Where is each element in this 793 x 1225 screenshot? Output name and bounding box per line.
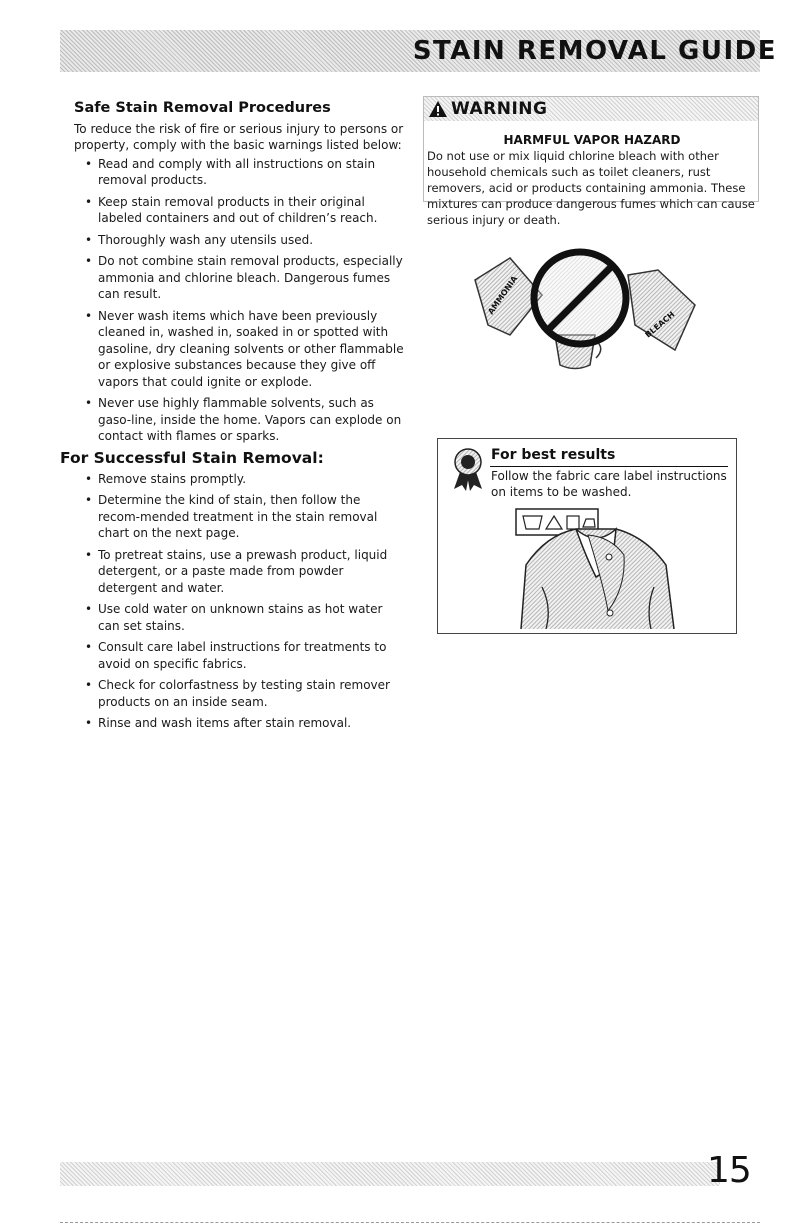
footer-bar [60,1162,720,1186]
list-item: • Keep stain removal products in their original labeled containers and out of children’s reach. [98,194,404,227]
safe-procedures-intro: To reduce the risk of fire or serious injury to persons or property, comply with the basic warnings listed below: [74,121,404,152]
safe-procedures-list [74,156,404,445]
list-item: • Determine the kind of stain, then follow the recom-mended treatment in the stain removal chart on the next page. [98,492,405,542]
list-item: • Do not combine stain removal products, especially ammonia and chlorine bleach. Dangerous fumes can result. [98,253,404,303]
shirt-care-label-illustration [476,507,701,629]
best-results-title: For best results [491,447,616,463]
shirt-icon [521,529,674,629]
list-item: • To pretreat stains, use a prewash product, liquid detergent, or a paste made from powder detergent and water. [98,547,405,597]
list-item: • Thoroughly wash any utensils used. [98,232,404,249]
list-item: • Check for colorfastness by testing stain remover products on an inside seam. [98,677,405,710]
successful-removal-list [60,471,405,732]
page-title: STAIN REMOVAL GUIDE [412,36,777,66]
list-item: • Never use highly flammable solvents, such as gaso-line, inside the home. Vapors can explode on contact with flames or sparks. [98,395,404,445]
successful-removal-heading: For Successful Stain Removal: [60,449,324,467]
warning-title [428,99,547,119]
list-item: • Never wash items which have been previously cleaned in, washed in, soaked in or spotted with gasoline, dry cleaning solvents or other flammable or explosive substances because they give off vapors that could ignite or explode. [98,308,404,391]
successful-removal-section [60,450,405,737]
warning-title-text: WARNING [451,99,548,119]
list-item: • Remove stains promptly. [98,471,405,488]
bleach-label: BLEACH [643,309,677,340]
warning-body: Do not use or mix liquid chlorine bleach with other household chemicals such as toilet cleaners, rust removers, acid or products containing ammonia. These mixtures can produce dangerous fumes which can cause serious injury or death. [427,149,755,227]
hazard-title: HARMFUL VAPOR HAZARD [503,133,681,147]
best-results-box [437,438,737,634]
best-results-body: Follow the fabric care label instructions on items to be washed. [491,469,727,499]
ammonia-label: AMMONIA [486,274,520,317]
list-item: • Use cold water on unknown stains as hot water can set stains. [98,601,405,634]
award-ribbon-icon [448,445,488,493]
warning-box [423,96,759,227]
bottom-divider [60,1222,760,1223]
list-item: • Read and comply with all instructions on stain removal products. [98,156,404,189]
warning-triangle-icon [428,100,448,118]
page-number: 15 [707,1150,751,1191]
bleach-bottle-icon [628,270,695,350]
list-item: • Consult care label instructions for treatments to avoid on specific fabrics. [98,639,405,672]
safe-procedures-heading: Safe Stain Removal Procedures [74,100,331,116]
warning-header [424,97,758,121]
prohibited-icon [534,252,626,344]
list-item: • Rinse and wash items after stain removal. [98,715,405,732]
safe-procedures-section [74,100,404,450]
no-mixing-chemicals-illustration [470,240,710,380]
divider [490,466,728,467]
